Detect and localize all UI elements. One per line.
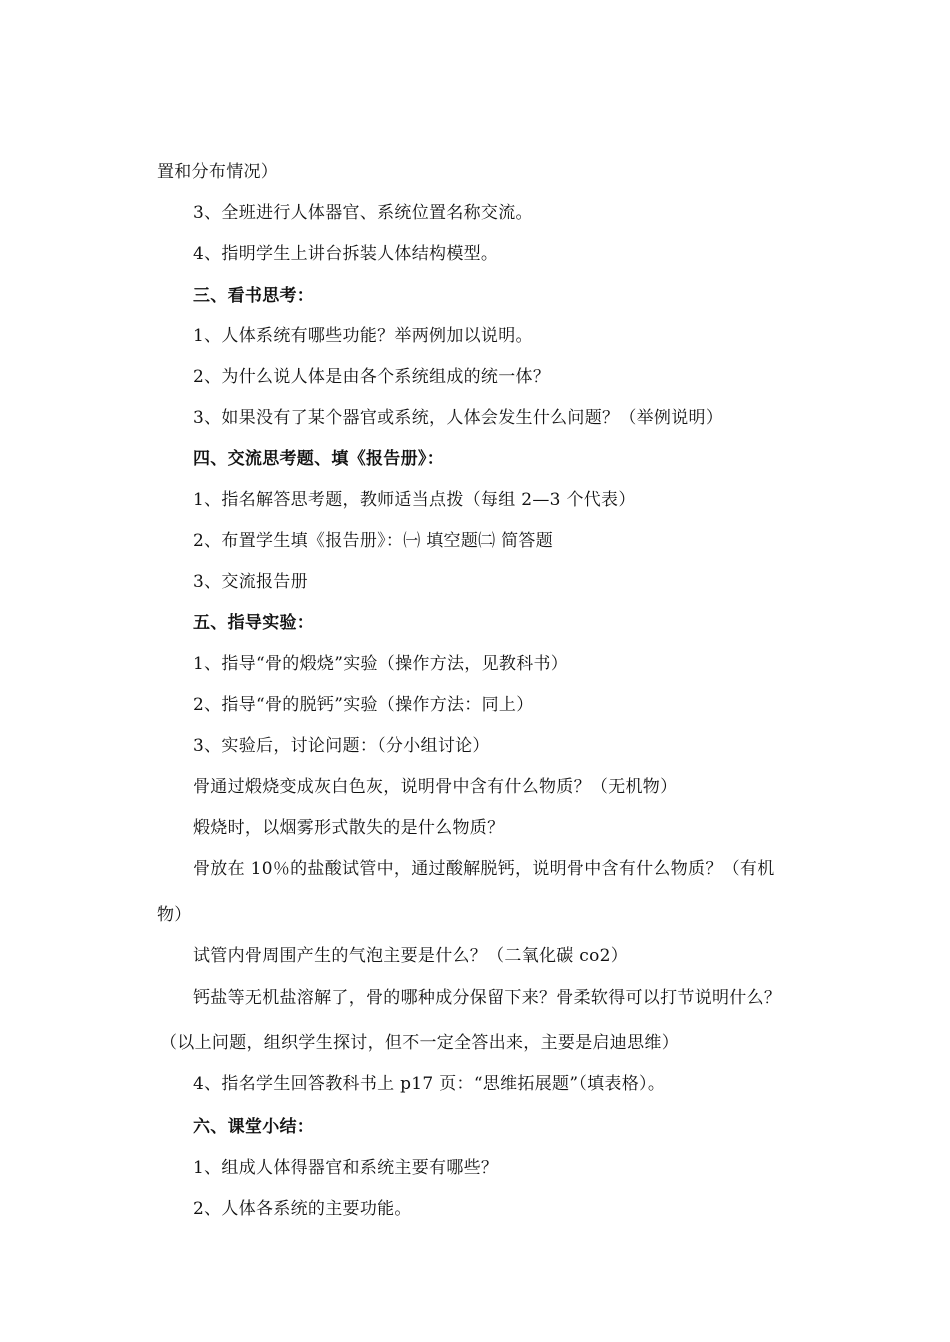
list-item: 4、指名学生回答教科书上 p17 页：“思维拓展题”（填表格）。 — [193, 1074, 666, 1094]
section-heading: 五、指导实验： — [193, 613, 315, 633]
question-text: 煅烧时，以烟雾形式散失的是什么物质？ — [193, 818, 505, 838]
list-item: 2、为什么说人体是由各个系统组成的统一体？ — [193, 367, 551, 387]
list-item: 1、指名解答思考题，教师适当点拨（每组 2—3 个代表） — [193, 490, 636, 510]
paragraph-continuation: 置和分布情况） — [157, 162, 279, 182]
list-item: 1、人体系统有哪些功能？举两例加以说明。 — [193, 326, 533, 346]
list-item: 3、全班进行人体器官、系统位置名称交流。 — [193, 203, 533, 223]
section-heading: 四、交流思考题、填《报告册》： — [193, 449, 444, 469]
list-item: 2、指导“骨的脱钙”实验（操作方法：同上） — [193, 695, 534, 715]
list-item: 3、如果没有了某个器官或系统，人体会发生什么问题？（举例说明） — [193, 408, 724, 428]
list-item: 3、交流报告册 — [193, 572, 308, 592]
list-item: 1、组成人体得器官和系统主要有哪些？ — [193, 1158, 499, 1178]
question-text: 骨通过煅烧变成灰白色灰，说明骨中含有什么物质？（无机物） — [193, 777, 678, 797]
list-item: 2、布置学生填《报告册》：㈠ 填空题㈡ 简答题 — [193, 531, 554, 551]
question-text-continuation: 物） — [157, 905, 192, 925]
list-item: 1、指导“骨的煅烧”实验（操作方法，见教科书） — [193, 654, 569, 674]
question-text: 试管内骨周围产生的气泡主要是什么？（二氧化碳 co2） — [193, 946, 629, 966]
note-text: （以上问题，组织学生探讨，但不一定全答出来，主要是启迪思维） — [160, 1033, 679, 1053]
question-text: 骨放在 10％的盐酸试管中，通过酸解脱钙，说明骨中含有什么物质？（有机 — [193, 859, 775, 879]
list-item: 3、实验后，讨论问题：（分小组讨论） — [193, 736, 490, 756]
list-item: 2、人体各系统的主要功能。 — [193, 1199, 412, 1219]
question-text: 钙盐等无机盐溶解了，骨的哪种成分保留下来？骨柔软得可以打节说明什么？ — [193, 988, 782, 1008]
section-heading: 六、课堂小结： — [193, 1117, 315, 1137]
section-heading: 三、看书思考： — [193, 286, 315, 306]
list-item: 4、指明学生上讲台拆装人体结构模型。 — [193, 244, 499, 264]
